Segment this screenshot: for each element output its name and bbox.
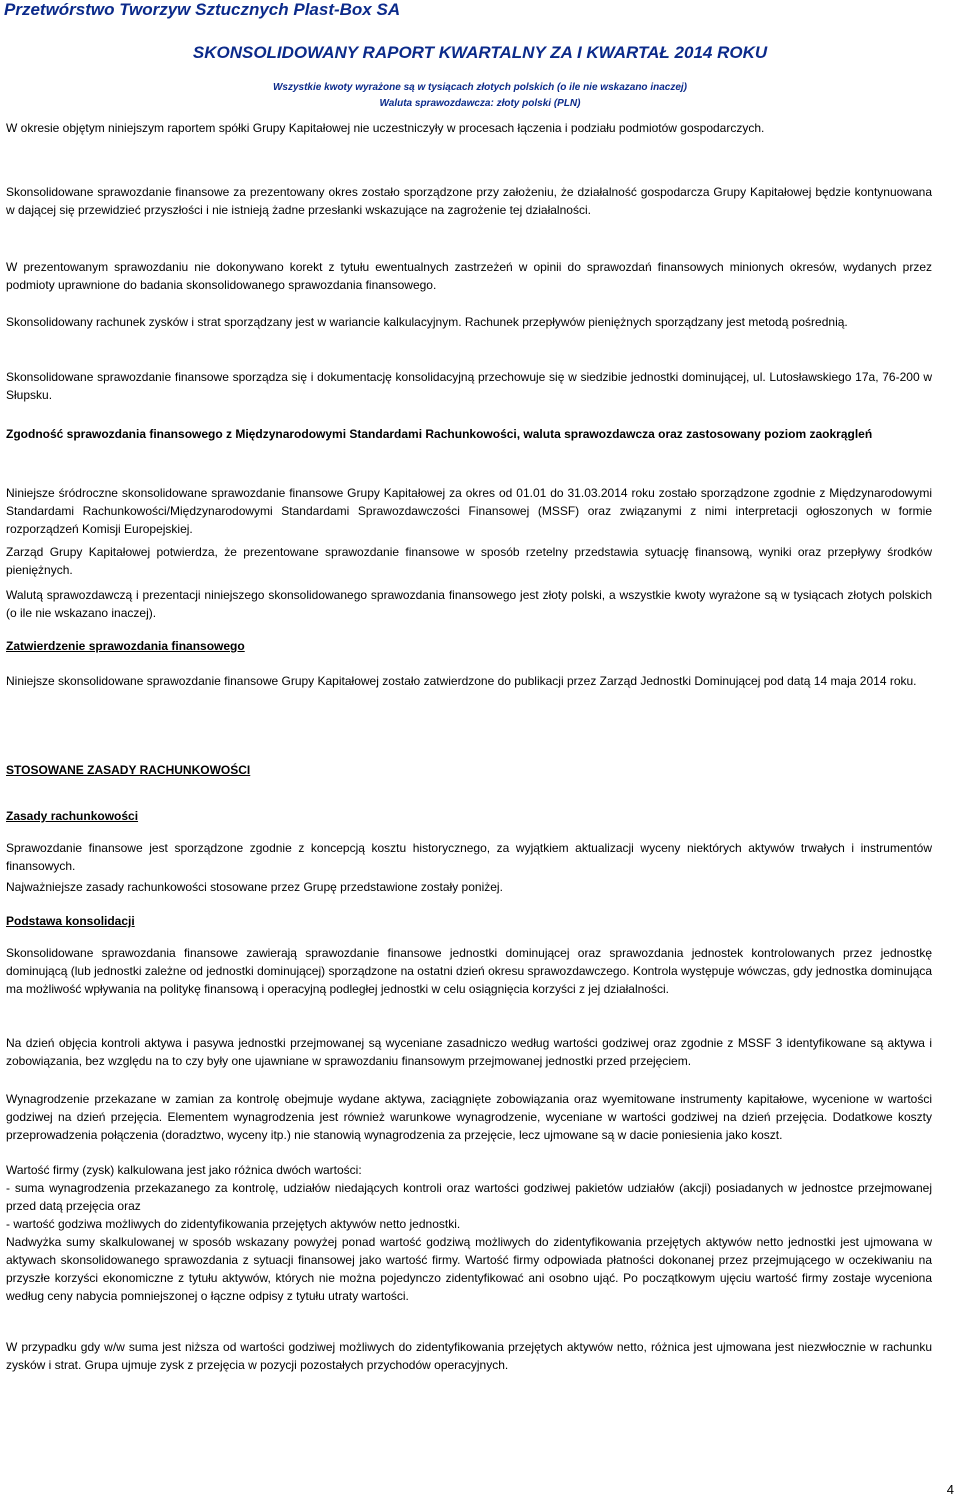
- paragraph: Skonsolidowane sprawozdanie finansowe za prezentowany okres zostało sporządzone przy założeniu, że działalność gospodarcza Grupy Kapitałowej będzie kontynuowana w dającej się przewidzieć przyszłości i nie istnieją żadne przesłanki wskazujące na zagrożenie tej działalności.: [6, 185, 932, 217]
- paragraph: Najważniejsze zasady rachunkowości stosowane przez Grupę przedstawione zostały poniżej.: [6, 880, 503, 894]
- paragraph: Na dzień objęcia kontroli aktywa i pasywa jednostki przejmowanej są wyceniane zasadniczo według wartości godziwej oraz zgodnie z MSSF 3 identyfikowane są aktywa i zobowiązania, bez względu na to czy były one ujawniane w sprawozdaniu finansowym przejmowanej jednostki przed przejęciem.: [6, 1036, 932, 1068]
- paragraph: Wartość firmy (zysk) kalkulowana jest jako różnica dwóch wartości:: [6, 1163, 362, 1177]
- paragraph: Sprawozdanie finansowe jest sporządzone zgodnie z koncepcją kosztu historycznego, za wyjątkiem aktualizacji wyceny niektórych aktywów trwałych i instrumentów finansowych.: [6, 841, 932, 873]
- section-heading: Zasady rachunkowości: [6, 809, 139, 823]
- section-heading: Zatwierdzenie sprawozdania finansowego: [6, 639, 245, 653]
- currency-note: Waluta sprawozdawcza: złoty polski (PLN): [379, 98, 581, 109]
- paragraph: W prezentowanym sprawozdaniu nie dokonywano korekt z tytułu ewentualnych zastrzeżeń w opinii do sprawozdań finansowych minionych okresów, wydanych przez podmioty uprawnione do badania skonsolidowanego sprawozdania finansowego.: [6, 260, 932, 292]
- section-heading: Podstawa konsolidacji: [6, 914, 135, 928]
- paragraph: W okresie objętym niniejszym raportem spółki Grupy Kapitałowej nie uczestniczyły w procesach łączenia i podziału podmiotów gospodarczych.: [6, 121, 765, 135]
- paragraph: Skonsolidowane sprawozdania finansowe zawierają sprawozdanie finansowe jednostki dominującej oraz sprawozdania jednostek kontrolowanych przez jednostkę dominującą (lub jednostki zależne od jednostki dominującej) sporządzone na ostatni dzień okresu sprawozdawczego. Kontrola występuje wówczas, gdy jednostka dominująca ma możliwość wpływania na politykę finansową i operacyjną podległej jednostki w celu osiągnięcia korzyści z jej działalności.: [6, 946, 932, 996]
- paragraph: Walutą sprawozdawczą i prezentacji niniejszego skonsolidowanego sprawozdania finansowego jest złoty polski, a wszystkie kwoty wyrażone są w tysiącach złotych polskich (o ile nie wskazano inaczej).: [6, 588, 932, 620]
- paragraph: Skonsolidowane sprawozdanie finansowe sporządza się i dokumentację konsolidacyjną przechowuje się w siedzibie jednostki dominującej, ul. Lutosławskiego 17a, 76-200 w Słupsku.: [6, 370, 932, 402]
- paragraph: Niniejsze skonsolidowane sprawozdanie finansowe Grupy Kapitałowej zostało zatwierdzone do publikacji przez Zarząd Jednostki Dominującej pod datą 14 maja 2014 roku.: [6, 674, 917, 688]
- paragraph: Wynagrodzenie przekazane w zamian za kontrolę obejmuje wydane aktywa, zaciągnięte zobowiązania oraz wyemitowane instrumenty kapitałowe, wycenione w wartości godziwej na dzień przejęcia. Elementem wynagrodzenia jest również warunkowe wynagrodzenie, wyceniane w wartości godziwej na dzień przejęcia. Dodatkowe koszty przeprowadzenia połączenia (doradztwo, wyceny itp.) nie stanowią wynagrodzenia za przejęcie, lecz ujmowane są w dacie poniesienia jako koszt.: [6, 1092, 932, 1142]
- company-name: Przetwórstwo Tworzyw Sztucznych Plast-Box SA: [4, 0, 401, 19]
- paragraph: Zarząd Grupy Kapitałowej potwierdza, że prezentowane sprawozdanie finansowe w sposób rzetelny przedstawia sytuację finansową, wyniki oraz przepływy środków pieniężnych.: [6, 545, 932, 577]
- paragraph: W przypadku gdy w/w suma jest niższa od wartości godziwej możliwych do zidentyfikowania przejętych aktywów netto, różnica jest ujmowana jest niezwłocznie w rachunku zysków i strat. Grupa ujmuje zysk z przejęcia w pozycji pozostałych przychodów operacyjnych.: [6, 1340, 932, 1372]
- paragraph: Skonsolidowany rachunek zysków i strat sporządzany jest w wariancie kalkulacyjnym. Rachunek przepływów pieniężnych sporządzany jest metodą pośrednią.: [6, 315, 848, 329]
- amounts-note: Wszystkie kwoty wyrażone są w tysiącach złotych polskich (o ile nie wskazano inaczej): [272, 82, 688, 93]
- page-number: 4: [946, 1482, 954, 1497]
- paragraph: Nadwyżka sumy skalkulowanej w sposób wskazany powyżej ponad wartość godziwą możliwych do zidentyfikowania przejętych aktywów netto jednostki jest ujmowana w aktywach skonsolidowanego sprawozdania z sytuacji finansowej jako wartość firmy. Wartość firmy odpowiada płatności dokonanej przez przejmującego w oczekiwaniu na przyszłe korzyści ekonomiczne z tytułu aktywów, których nie można pojedynczo zidentyfikować ani osobno ująć. Po początkowym ujęciu wartość firmy zostaje wyceniona według ceny nabycia pomniejszonej o łączne odpisy z tytułu utraty wartości.: [6, 1235, 932, 1303]
- section-heading: STOSOWANE ZASADY RACHUNKOWOŚCI: [6, 763, 251, 777]
- section-heading: Zgodność sprawozdania finansowego z Międzynarodowymi Standardami Rachunkowości, waluta sprawozdawcza oraz zastosowany poziom zaokrągleń: [6, 427, 873, 441]
- report-title: SKONSOLIDOWANY RAPORT KWARTALNY ZA I KWARTAŁ 2014 ROKU: [192, 43, 768, 62]
- paragraph: - wartość godziwa możliwych do zidentyfikowania przejętych aktywów netto jednostki.: [6, 1217, 461, 1231]
- paragraph: - suma wynagrodzenia przekazanego za kontrolę, udziałów niedających kontroli oraz wartości godziwej pakietów udziałów (akcji) posiadanych w jednostce przejmowanej przed datą przejęcia oraz: [6, 1181, 932, 1213]
- paragraph: Niniejsze śródroczne skonsolidowane sprawozdanie finansowe Grupy Kapitałowej za okres od 01.01 do 31.03.2014 roku zostało sporządzone zgodnie z Międzynarodowymi Standardami Rachunkowości/Międzynarodowymi Standardami Sprawozdawczości Finansowej (MSSF) oraz związanymi z nimi interpretacji ogłoszonych w formie rozporządzeń Komisji Europejskiej.: [6, 486, 932, 536]
